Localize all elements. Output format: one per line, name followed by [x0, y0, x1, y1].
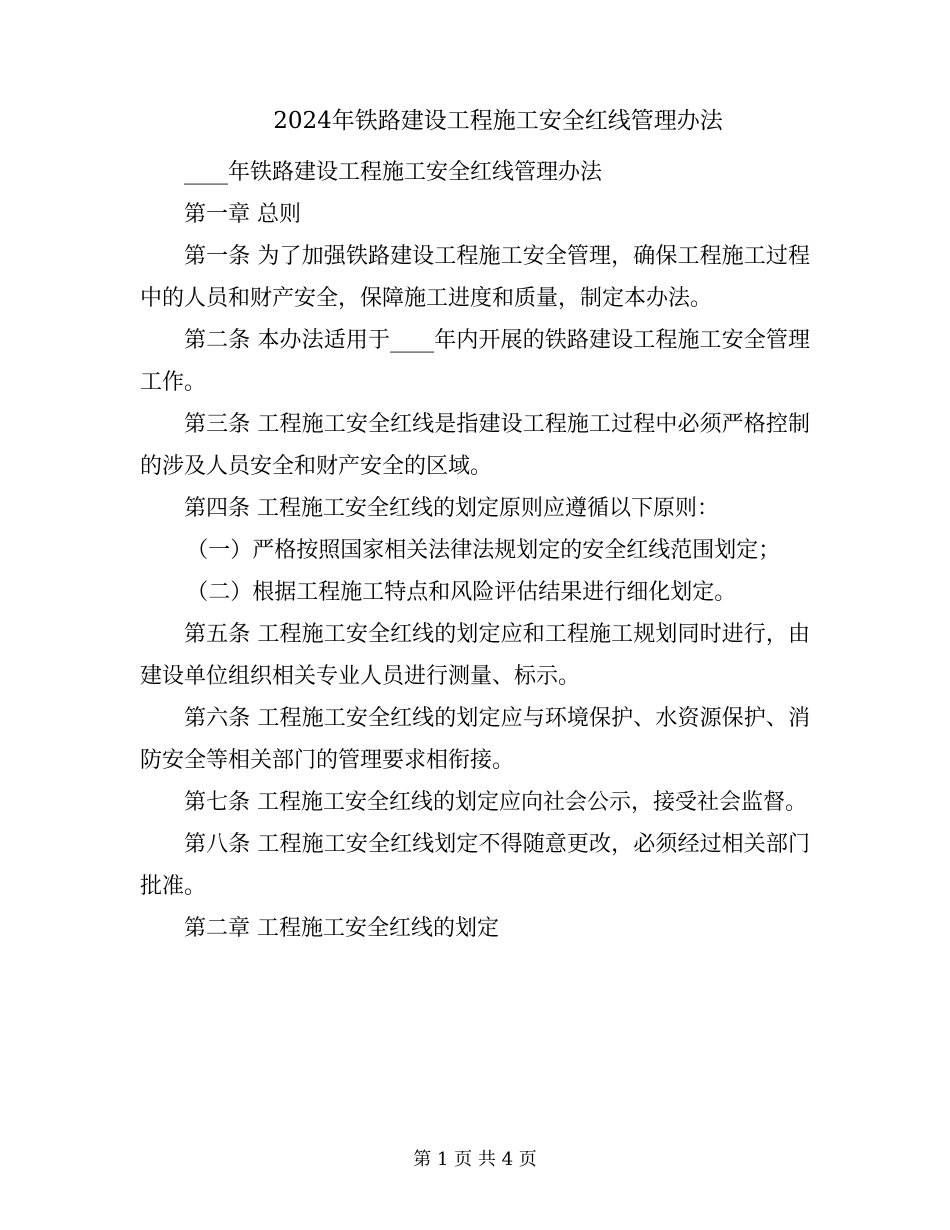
list-item-paragraph: （一）严格按照国家相关法律法规划定的安全红线范围划定； — [186, 538, 781, 563]
article-paragraph: 第二条 本办法适用于____年内开展的铁路建设工程施工安全管理工作。 — [140, 328, 810, 395]
article-paragraph: 第七条 工程施工安全红线的划定应向社会公示，接受社会监督。 — [184, 790, 807, 815]
chapter-heading: 第二章 工程施工安全红线的划定 — [184, 916, 499, 941]
subtitle-paragraph: ____年铁路建设工程施工安全红线管理办法 — [184, 160, 603, 185]
document-title: 2024年铁路建设工程施工安全红线管理办法 — [273, 108, 723, 134]
page-number-footer: 第 1 页 共 4 页 — [413, 1149, 537, 1170]
document-body — [140, 152, 810, 950]
chapter-heading: 第一章 总则 — [184, 202, 301, 227]
article-paragraph: 第六条 工程施工安全红线的划定应与环境保护、水资源保护、消防安全等相关部门的管理要求相衔接。 — [140, 706, 810, 773]
article-paragraph: 第一条 为了加强铁路建设工程施工安全管理，确保工程施工过程中的人员和财产安全，保障施工进度和质量，制定本办法。 — [140, 244, 810, 311]
article-paragraph: 第四条 工程施工安全红线的划定原则应遵循以下原则： — [184, 496, 719, 521]
list-item-paragraph: （二）根据工程施工特点和风险评估结果进行细化划定。 — [186, 580, 737, 605]
article-paragraph: 第三条 工程施工安全红线是指建设工程施工过程中必须严格控制的涉及人员安全和财产安全的区域。 — [140, 412, 810, 479]
article-paragraph: 第五条 工程施工安全红线的划定应和工程施工规划同时进行，由建设单位组织相关专业人员进行测量、标示。 — [140, 622, 810, 689]
article-paragraph: 第八条 工程施工安全红线划定不得随意更改，必须经过相关部门批准。 — [140, 832, 810, 899]
